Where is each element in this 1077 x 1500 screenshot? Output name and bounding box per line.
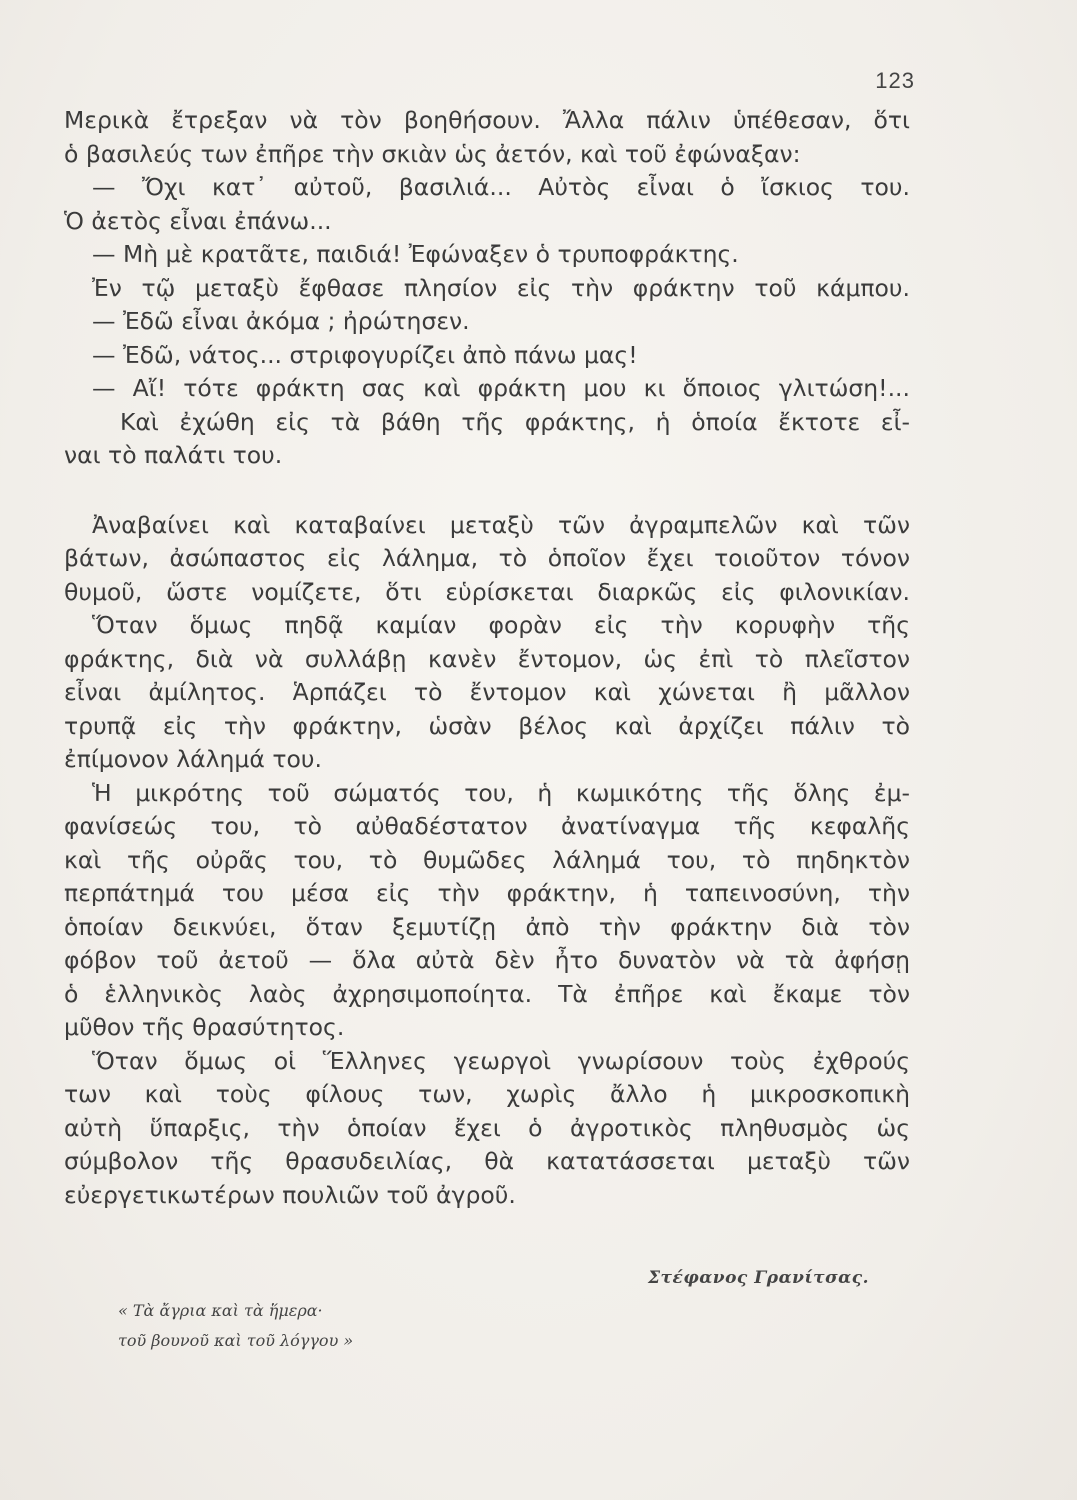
text-line: Ἡ μικρότης τοῦ σώματός του, ἡ κωμικότης τῆς ὅλης ἐμ-	[92, 778, 910, 807]
text-line: θυμοῦ, ὥστε νομίζετε, ὅτι εὑρίσκεται διαρκῶς εἰς φιλονικίαν.	[64, 577, 910, 606]
text-line: φανίσεώς του, τὸ αὐθαδέστατον ἀνατίναγμα τῆς κεφαλῆς	[64, 812, 910, 840]
page-number: 123	[875, 68, 915, 93]
text-line: φόβον τοῦ ἀετοῦ — ὅλα αὐτὰ δὲν ἦτο δυνατὸν νὰ τὰ ἀφήσῃ	[64, 946, 910, 974]
paragraph-gap	[64, 473, 910, 509]
text-line: ὁποίαν δεικνύει, ὅταν ξεμυτίζῃ ἀπὸ τὴν φράκτην διὰ τὸν	[64, 912, 910, 941]
article-body	[64, 104, 910, 1212]
text-line: περπάτημά του μέσα εἰς τὴν φράκτην, ἡ ταπεινοσύνη, τὴν	[64, 879, 910, 907]
text-line: Ἀναβαίνει καὶ καταβαίνει μεταξὺ τῶν ἀγραμπελῶν καὶ τῶν	[92, 510, 910, 539]
text-line: εὐεργετικωτέρων πουλιῶν τοῦ ἀγροῦ.	[64, 1180, 516, 1209]
source-line: τοῦ βουνοῦ καὶ τοῦ λόγγου »	[118, 1331, 354, 1350]
text-line: — Ὄχι κατ᾽ αὐτοῦ, βασιλιά... Αὐτὸς εἶναι ὁ ἴσκιος του.	[92, 173, 910, 201]
text-line: μῦθον τῆς θρασύτητος.	[64, 1013, 345, 1041]
text-line: ὁ ἑλληνικὸς λαὸς ἀχρησιμοποίητα. Τὰ ἐπῆρε καὶ ἔκαμε τὸν	[64, 979, 910, 1008]
text-line: φράκτης, διὰ νὰ συλλάβῃ κανὲν ἔντομον, ὡς ἐπὶ τὸ πλεῖστον	[64, 644, 910, 673]
text-line: — Αἴ! τότε φράκτη σας καὶ φράκτη μου κι ὅποιος γλιτώση!...	[92, 374, 910, 402]
text-line: — Ἐδῶ, νάτος... στριφογυρίζει ἀπὸ πάνω μας!	[92, 340, 638, 369]
text-line: ναι τὸ παλάτι του.	[64, 441, 283, 469]
text-line: αὐτὴ ὕπαρξις, τὴν ὁποίαν ἔχει ὁ ἀγροτικὸς πληθυσμὸς ὡς	[64, 1113, 910, 1142]
text-line: Καὶ ἐχώθη εἰς τὰ βάθη τῆς φράκτης, ἡ ὁποία ἔκτοτε εἶ-	[120, 407, 910, 436]
text-line: σύμβολον τῆς θρασυδειλίας, θὰ κατατάσσεται μεταξὺ τῶν	[64, 1147, 910, 1175]
text-line: Μερικὰ ἔτρεξαν νὰ τὸν βοηθήσουν. Ἄλλα πάλιν ὑπέθεσαν, ὅτι	[64, 106, 910, 134]
text-line: ὁ βασιλεύς των ἐπῆρε τὴν σκιὰν ὡς ἀετόν, καὶ τοῦ ἐφώναξαν:	[64, 139, 801, 168]
text-line: Ἐν τῷ μεταξὺ ἔφθασε πλησίον εἰς τὴν φράκτην τοῦ κάμπου.	[92, 273, 910, 302]
text-line: — Μὴ μὲ κρατᾶτε, παιδιά! Ἐφώναξεν ὁ τρυποφράκτης.	[92, 240, 739, 268]
text-line: Ὅταν ὅμως πηδᾷ καμίαν φορὰν εἰς τὴν κορυφὴν τῆς	[92, 611, 910, 639]
text-line: τρυπᾷ εἰς τὴν φράκτην, ὡσὰν βέλος καὶ ἀρχίζει πάλιν τὸ	[64, 711, 910, 740]
source-line: « Τὰ ἄγρια καὶ τὰ ἥμερα·	[118, 1301, 323, 1320]
text-line: Ὅταν ὅμως οἱ Ἕλληνες γεωργοὶ γνωρίσουν τοὺς ἐχθρούς	[92, 1046, 910, 1075]
text-line: καὶ τῆς οὐρᾶς του, τὸ θυμῶδες λάλημά του, τὸ πηδηκτὸν	[64, 845, 910, 874]
text-line: εἶναι ἀμίλητος. Ἁρπάζει τὸ ἔντομον καὶ χώνεται ἢ μᾶλλον	[64, 678, 910, 706]
author-signature: Στέφανος Γρανίτσας.	[648, 1268, 869, 1288]
text-line: βάτων, ἀσώπαστος εἰς λάλημα, τὸ ὁποῖον ἔχει τοιοῦτον τόνον	[64, 544, 910, 572]
text-line: ἐπίμονον λάλημά του.	[64, 745, 322, 773]
text-line: των καὶ τοὺς φίλους των, χωρὶς ἄλλο ἡ μικροσκοπικὴ	[64, 1080, 910, 1108]
source-citation	[118, 1296, 353, 1356]
text-line: — Ἐδῶ εἶναι ἀκόμα ; ἠρώτησεν.	[92, 307, 470, 335]
text-line: Ὁ ἀετὸς εἶναι ἐπάνω...	[64, 206, 332, 235]
